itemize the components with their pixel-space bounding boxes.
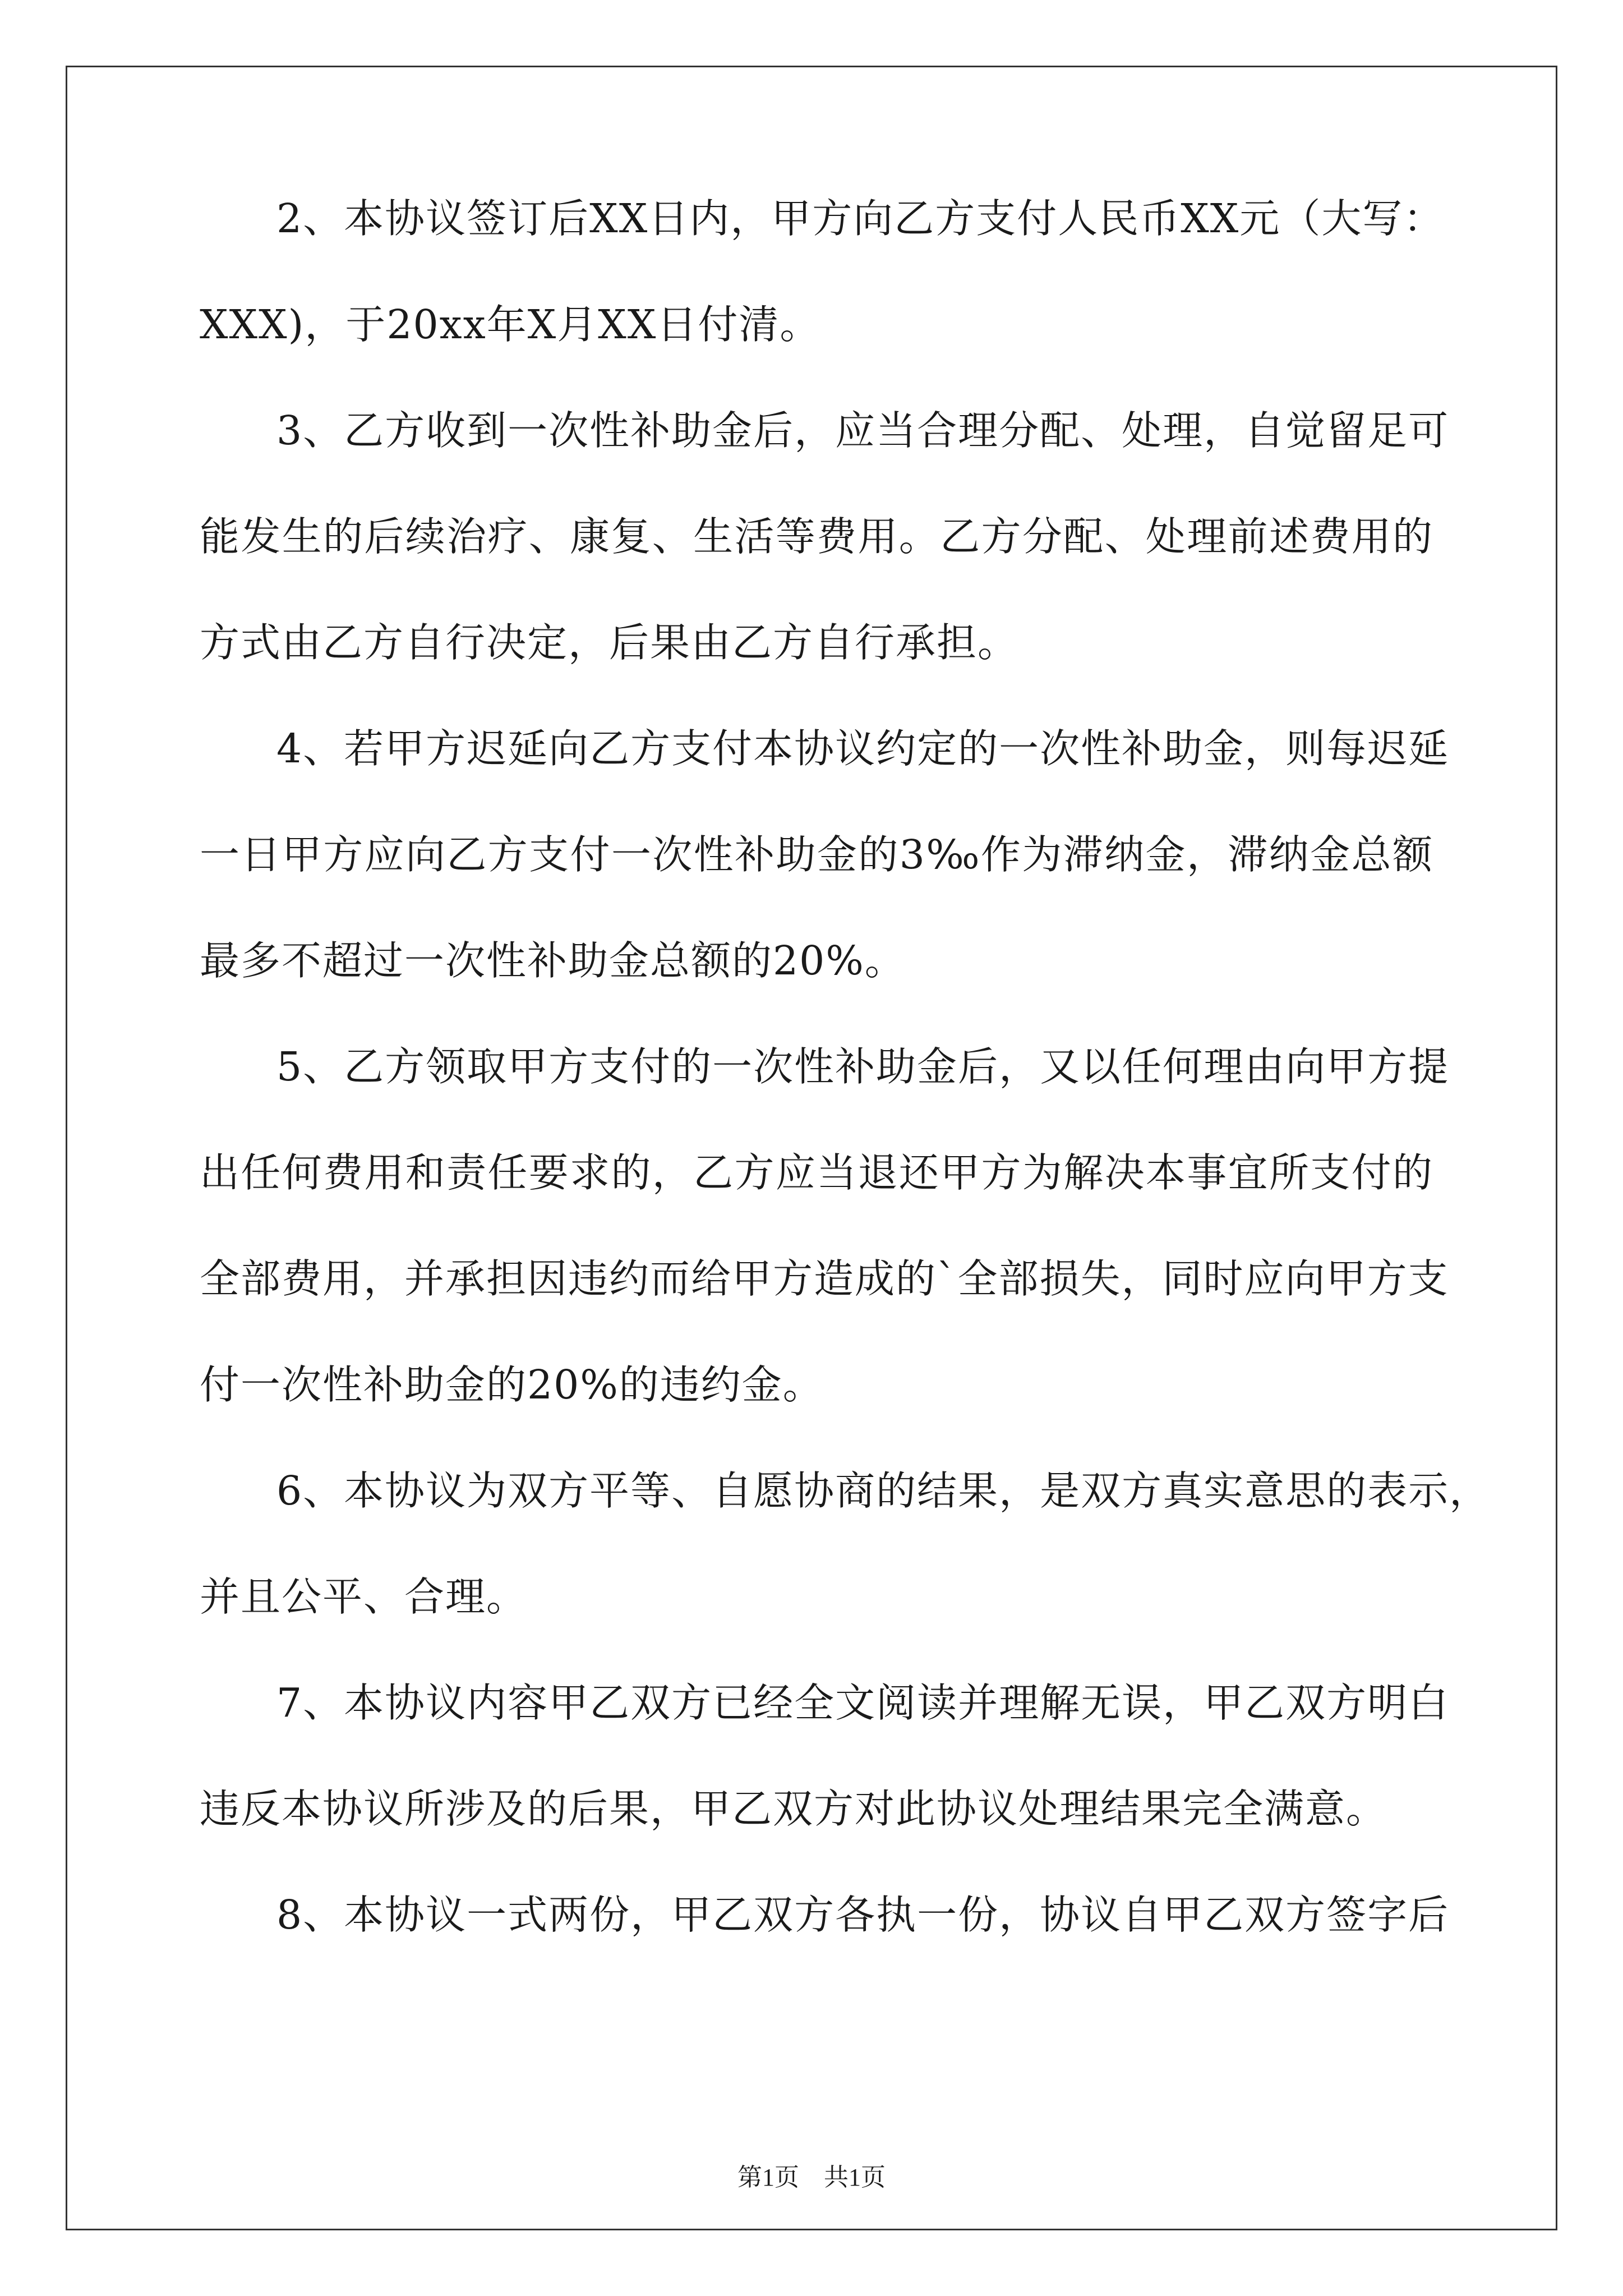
clause-3-line-3: 方式由乙方自行决定，后果由乙方自行承担。 <box>200 619 1019 666</box>
clause-5-line-4: 付一次性补助金的20%的违约金。 <box>200 1361 824 1408</box>
clause-7-line-1: 7、本协议内容甲乙双方已经全文阅读并理解无误，甲乙双方明白 <box>276 1680 1450 1726</box>
clause-4-line-3: 最多不超过一次性补助金总额的20%。 <box>200 937 906 984</box>
page-number-footer: 第1页 共1页 <box>737 2164 886 2191</box>
clause-2-line-2: XXX)，于20xx年X月XX日付清。 <box>200 301 821 348</box>
clause-6-line-1: 6、本协议为双方平等、自愿协商的结果，是双方真实意思的表示， <box>276 1467 1491 1514</box>
clause-5-line-1: 5、乙方领取甲方支付的一次性补助金后，又以任何理由向甲方提 <box>276 1043 1450 1090</box>
clause-2-line-1: 2、本协议签订后XX日内，甲方向乙方支付人民币XX元（大写： <box>276 195 1445 242</box>
clause-7-line-2: 违反本协议所涉及的后果，甲乙双方对此协议处理结果完全满意。 <box>200 1786 1387 1832</box>
clause-3-line-1: 3、乙方收到一次性补助金后，应当合理分配、处理，自觉留足可 <box>276 407 1450 454</box>
clause-6-line-2: 并且公平、合理。 <box>200 1573 528 1620</box>
clause-8-line-1: 8、本协议一式两份，甲乙双方各执一份，协议自甲乙双方签字后 <box>276 1892 1450 1938</box>
clause-5-line-2: 出任何费用和责任要求的，乙方应当退还甲方为解决本事宜所支付的 <box>200 1149 1433 1196</box>
clause-3-line-2: 能发生的后续治疗、康复、生活等费用。乙方分配、处理前述费用的 <box>200 513 1433 560</box>
clause-4-line-2: 一日甲方应向乙方支付一次性补助金的3‰作为滞纳金，滞纳金总额 <box>200 831 1433 878</box>
clause-4-line-1: 4、若甲方迟延向乙方支付本协议约定的一次性补助金，则每迟延 <box>276 725 1450 772</box>
clause-5-line-3: 全部费用，并承担因违约而给甲方造成的`全部损失，同时应向甲方支 <box>200 1255 1449 1302</box>
